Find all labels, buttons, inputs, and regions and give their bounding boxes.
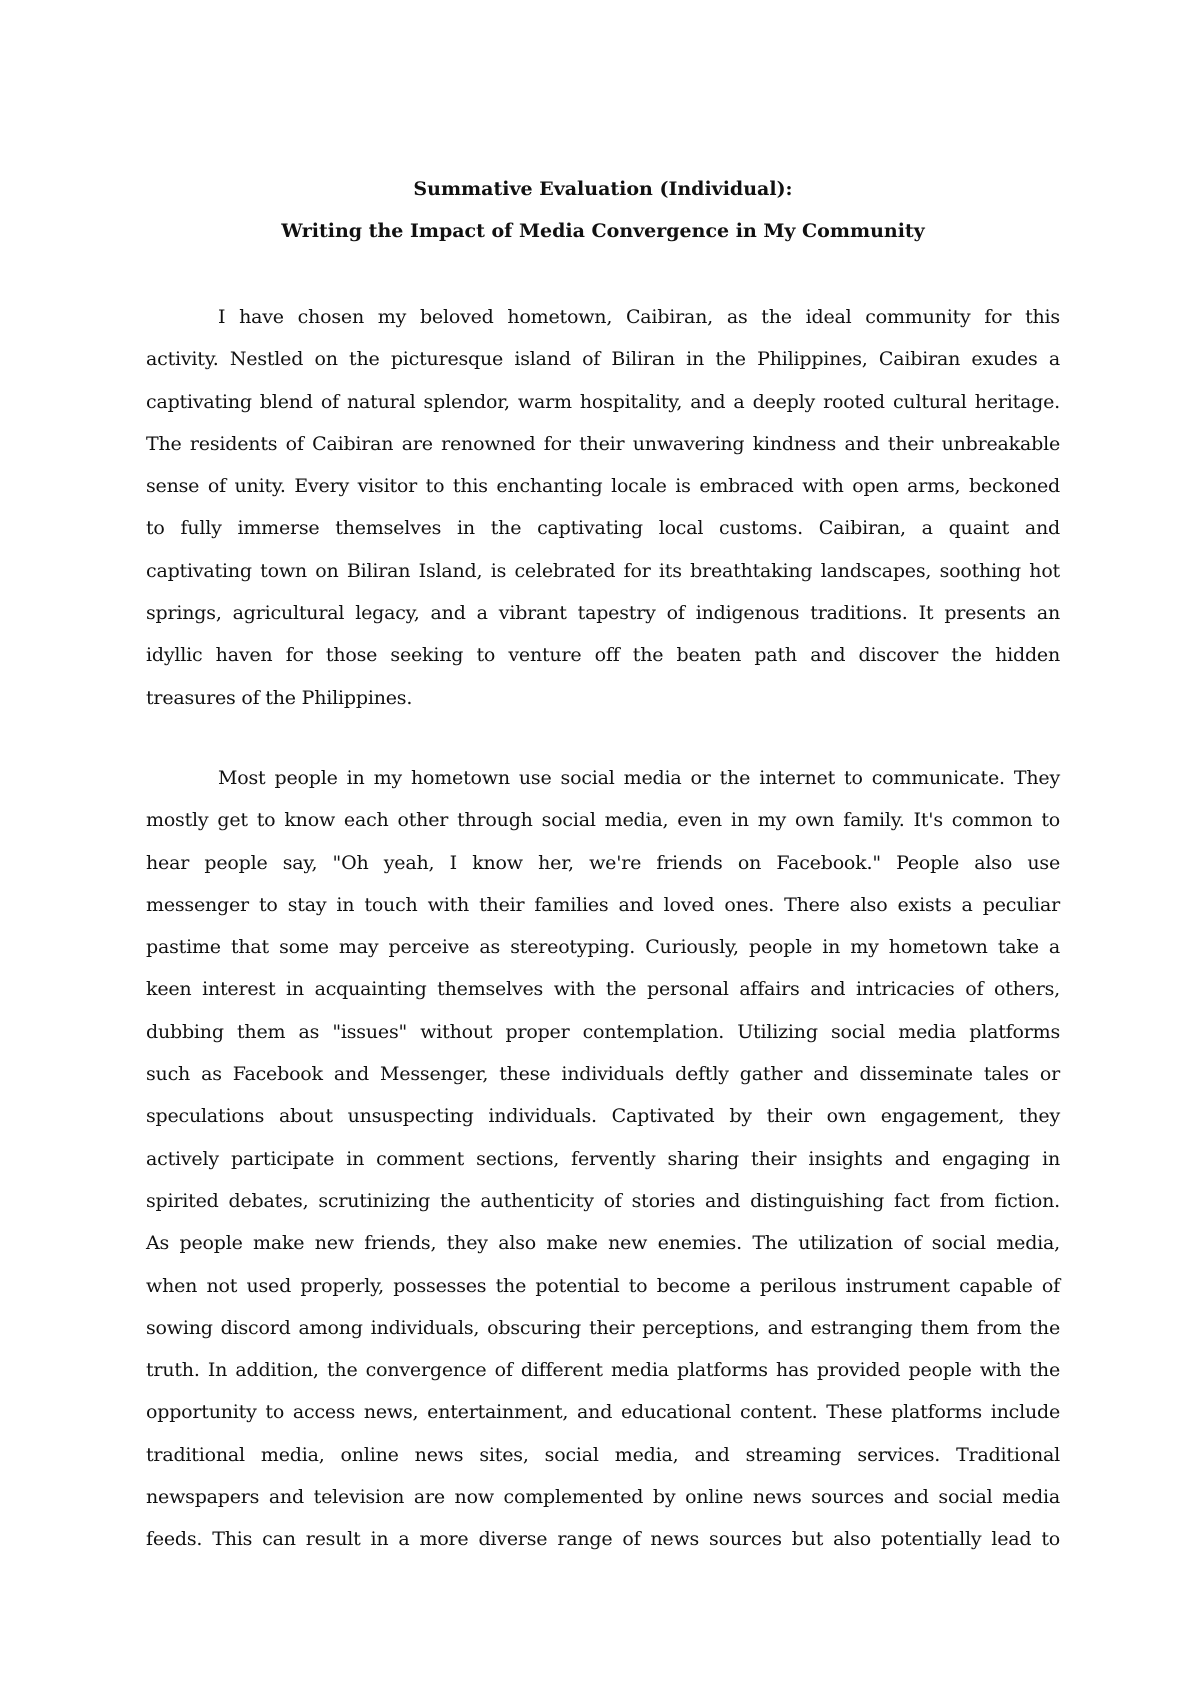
document-title: [146, 168, 1060, 252]
paragraph-line: activity. Nestled on the picturesque island of Biliran in the Philippines, Caibiran exudes a: [146, 348, 1060, 371]
paragraph-1: [146, 296, 1060, 719]
paragraph-line: As people make new friends, they also make new enemies. The utilization of social media,: [146, 1232, 1060, 1255]
paragraph-line: speculations about unsuspecting individuals. Captivated by their own engagement, they: [146, 1105, 1060, 1128]
paragraph-line: pastime that some may perceive as stereotyping. Curiously, people in my hometown take a: [146, 936, 1060, 959]
paragraph-line: when not used properly, possesses the potential to become a perilous instrument capable of: [146, 1274, 1060, 1297]
paragraph-line: actively participate in comment sections, fervently sharing their insights and engaging in: [146, 1147, 1060, 1170]
paragraph-line: captivating blend of natural splendor, warm hospitality, and a deeply rooted cultural heritage.: [146, 390, 1060, 413]
paragraph-2: [146, 757, 1060, 1561]
paragraph-line: newspapers and television are now complemented by online news sources and social media: [146, 1486, 1060, 1509]
paragraph-line: to fully immerse themselves in the captivating local customs. Caibiran, a quaint and: [146, 517, 1060, 540]
paragraph-line: hear people say, "Oh yeah, I know her, we're friends on Facebook." People also use: [146, 851, 1060, 874]
paragraph-line: springs, agricultural legacy, and a vibrant tapestry of indigenous traditions. It presents an: [146, 602, 1060, 625]
paragraph-line: feeds. This can result in a more diverse range of news sources but also potentially lead to: [146, 1528, 1060, 1551]
paragraph-line: messenger to stay in touch with their families and loved ones. There also exists a peculiar: [146, 893, 1060, 916]
title-line-2: Writing the Impact of Media Convergence in My Community: [281, 220, 925, 242]
paragraph-line: idyllic haven for those seeking to venture off the beaten path and discover the hidden: [146, 644, 1060, 667]
paragraph-line: traditional media, online news sites, social media, and streaming services. Traditional: [146, 1443, 1060, 1466]
paragraph-line: sowing discord among individuals, obscuring their perceptions, and estranging them from the: [146, 1316, 1060, 1339]
paragraph-line: treasures of the Philippines.: [146, 686, 413, 709]
paragraph-line: The residents of Caibiran are renowned for their unwavering kindness and their unbreakable: [146, 432, 1060, 455]
paragraph-line: opportunity to access news, entertainment, and educational content. These platforms include: [146, 1401, 1060, 1424]
paragraph-line: sense of unity. Every visitor to this enchanting locale is embraced with open arms, beckoned: [146, 475, 1060, 498]
paragraph-line: dubbing them as "issues" without proper contemplation. Utilizing social media platforms: [146, 1020, 1060, 1043]
paragraph-line: I have chosen my beloved hometown, Caibiran, as the ideal community for this: [218, 306, 1060, 328]
paragraph-line: Most people in my hometown use social media or the internet to communicate. They: [218, 767, 1060, 789]
paragraph-line: mostly get to know each other through social media, even in my own family. It's common to: [146, 809, 1060, 832]
paragraph-line: truth. In addition, the convergence of different media platforms has provided people with the: [146, 1359, 1060, 1382]
paragraph-line: spirited debates, scrutinizing the authenticity of stories and distinguishing fact from fiction.: [146, 1189, 1060, 1212]
paragraph-line: such as Facebook and Messenger, these individuals deftly gather and disseminate tales or: [146, 1063, 1060, 1086]
paragraph-line: captivating town on Biliran Island, is celebrated for its breathtaking landscapes, soothing hot: [146, 559, 1060, 582]
title-line-1: Summative Evaluation (Individual):: [413, 178, 793, 200]
paragraph-line: keen interest in acquainting themselves with the personal affairs and intricacies of others,: [146, 978, 1060, 1001]
